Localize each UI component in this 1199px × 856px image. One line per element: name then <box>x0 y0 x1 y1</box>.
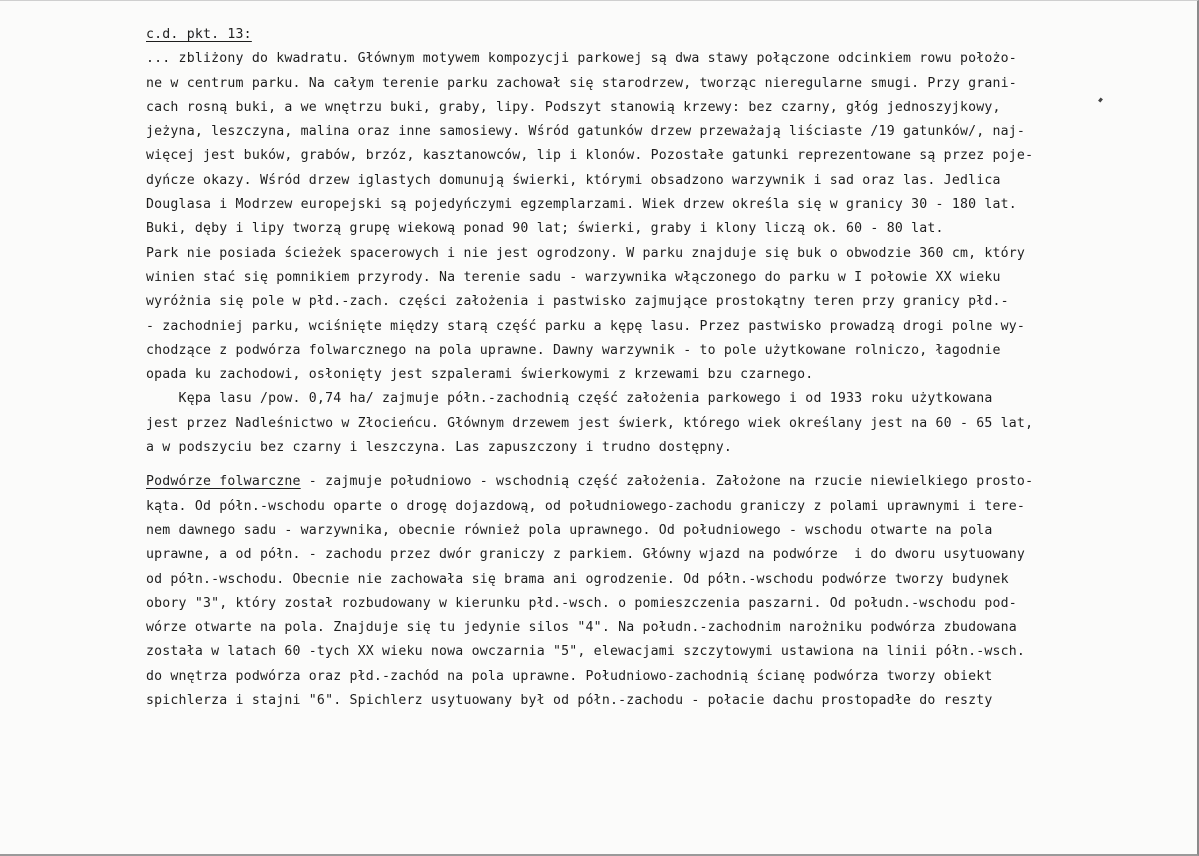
ink-speck <box>1098 98 1103 103</box>
text-line: od półn.-wschodu. Obecnie nie zachowała się brama ani ogrodzenie. Od półn.-wschodu podwórze tworzy budynek <box>146 571 1009 587</box>
text-line: - zachodniej parku, wciśnięte między starą część parku a kępę lasu. Przez pastwisko prowadzą drogi polne wy- <box>146 318 1026 334</box>
section-heading: Podwórze folwarczne <box>146 474 301 490</box>
text-line: wyróżnia się pole w płd.-zach. części założenia i pastwisko zajmujące prostokątny teren przy granicy płd.- <box>146 294 1009 310</box>
text-line: spichlerza i stajni "6". Spichlerz usytuowany był od półn.-zachodu - połacie dachu prostopadłe do reszty <box>146 693 993 709</box>
text-line: ne w centrum parku. Na całym terenie parku zachował się starodrzew, tworząc nieregularne smugi. Przy grani- <box>146 75 1017 91</box>
text-line: Kępa lasu /pow. 0,74 ha/ zajmuje półn.-zachodnią część założenia parkowego i od 1933 roku użytkowana <box>146 391 993 407</box>
text-line: wórze otwarte na pola. Znajduje się tu jedynie silos "4". Na połudn.-zachodnim narożniku podwórza zbudowana <box>146 620 1017 636</box>
text-line: została w latach 60 -tych XX wieku nowa owczarnia "5", elewacjami szczytowymi ustawiona na linii półn.-wsch. <box>146 644 1026 660</box>
paragraph-gap <box>146 460 1091 470</box>
text-line: jeżyna, leszczyna, malina oraz inne samosiewy. Wśród gatunków drzew przeważają liściaste /19 gatunków/, naj- <box>146 124 1026 140</box>
text-line: Douglasa i Modrzew europejski są pojedyńczymi egzemplarzami. Wiek drzew określa się w granicy 30 - 180 lat. <box>146 197 1017 213</box>
text-line: Park nie posiada ścieżek spacerowych i nie jest ogrodzony. W parku znajduje się buk o obwodzie 360 cm, który <box>146 245 1026 261</box>
text-line: chodzące z podwórza folwarcznego na pola uprawne. Dawny warzywnik - to pole użytkowane rolniczo, łagodnie <box>146 342 1001 358</box>
text-line: jest przez Nadleśnictwo w Złocieńcu. Głównym drzewem jest świerk, którego wiek określany jest na 60 - 65 lat, <box>146 415 1034 431</box>
text-line: więcej jest buków, grabów, brzóz, kasztanowców, lip i klonów. Pozostałe gatunki reprezentowane są przez poje- <box>146 148 1034 164</box>
paragraph-forest <box>146 387 1091 460</box>
text-line: a w podszyciu bez czarny i leszczyna. Las zapuszczony i trudno dostępny. <box>146 440 733 456</box>
text-line: obory "3", który został rozbudowany w kierunku płd.-wsch. o pomieszczenia paszarni. Od połudn.-wschodu pod- <box>146 595 1017 611</box>
text-line: dyńcze okazy. Wśród drzew iglastych domunują świerki, którymi obsadzono warzywnik i sad oraz las. Jedlica <box>146 172 1001 188</box>
text-line: winien stać się pomnikiem przyrody. Na terenie sadu - warzywnika włączonego do parku w I połowie XX wieku <box>146 269 1001 285</box>
text-line: Buki, dęby i lipy tworzą grupę wiekową ponad 90 lat; świerki, graby i klony liczą ok. 60 - 80 lat. <box>146 221 944 237</box>
text-line: do wnętrza podwórza oraz płd.-zachód na pola uprawne. Południowo-zachodnią ścianę podwórza tworzy obiekt <box>146 668 993 684</box>
text-line: nem dawnego sadu - warzywnika, obecnie również pola uprawnego. Od południowego - wschodu otwarte na pola <box>146 522 993 538</box>
text-line: kąta. Od półn.-wschodu oparte o drogę dojazdową, od południowego-zachodu graniczy z polami uprawnymi i tere- <box>146 498 1026 514</box>
text-line: uprawne, a od półn. - zachodu przez dwór graniczy z parkiem. Główny wjazd na podwórze i do dworu usytuowany <box>146 547 1026 563</box>
typewritten-text <box>146 23 1091 713</box>
text-line: ... zbliżony do kwadratu. Głównym motywem kompozycji parkowej są dwa stawy połączone odcinkiem rowu położo- <box>146 51 1017 67</box>
text-line <box>146 470 1091 494</box>
paragraph-park <box>146 47 1091 387</box>
paragraph-farmyard <box>146 470 1091 713</box>
text-run: - zajmuje południowo - wschodnią część założenia. Założone na rzucie niewielkiego prosto- <box>300 474 1034 490</box>
header-text: c.d. pkt. 13: <box>146 27 252 42</box>
text-line: cach rosną buki, a we wnętrzu buki, graby, lipy. Podszyt stanowią krzewy: bez czarny, głóg jednoszyjkowy, <box>146 99 1001 115</box>
page-header <box>146 23 1091 47</box>
text-line: opada ku zachodowi, osłonięty jest szpalerami świerkowymi z krzewami bzu czarnego. <box>146 367 814 383</box>
